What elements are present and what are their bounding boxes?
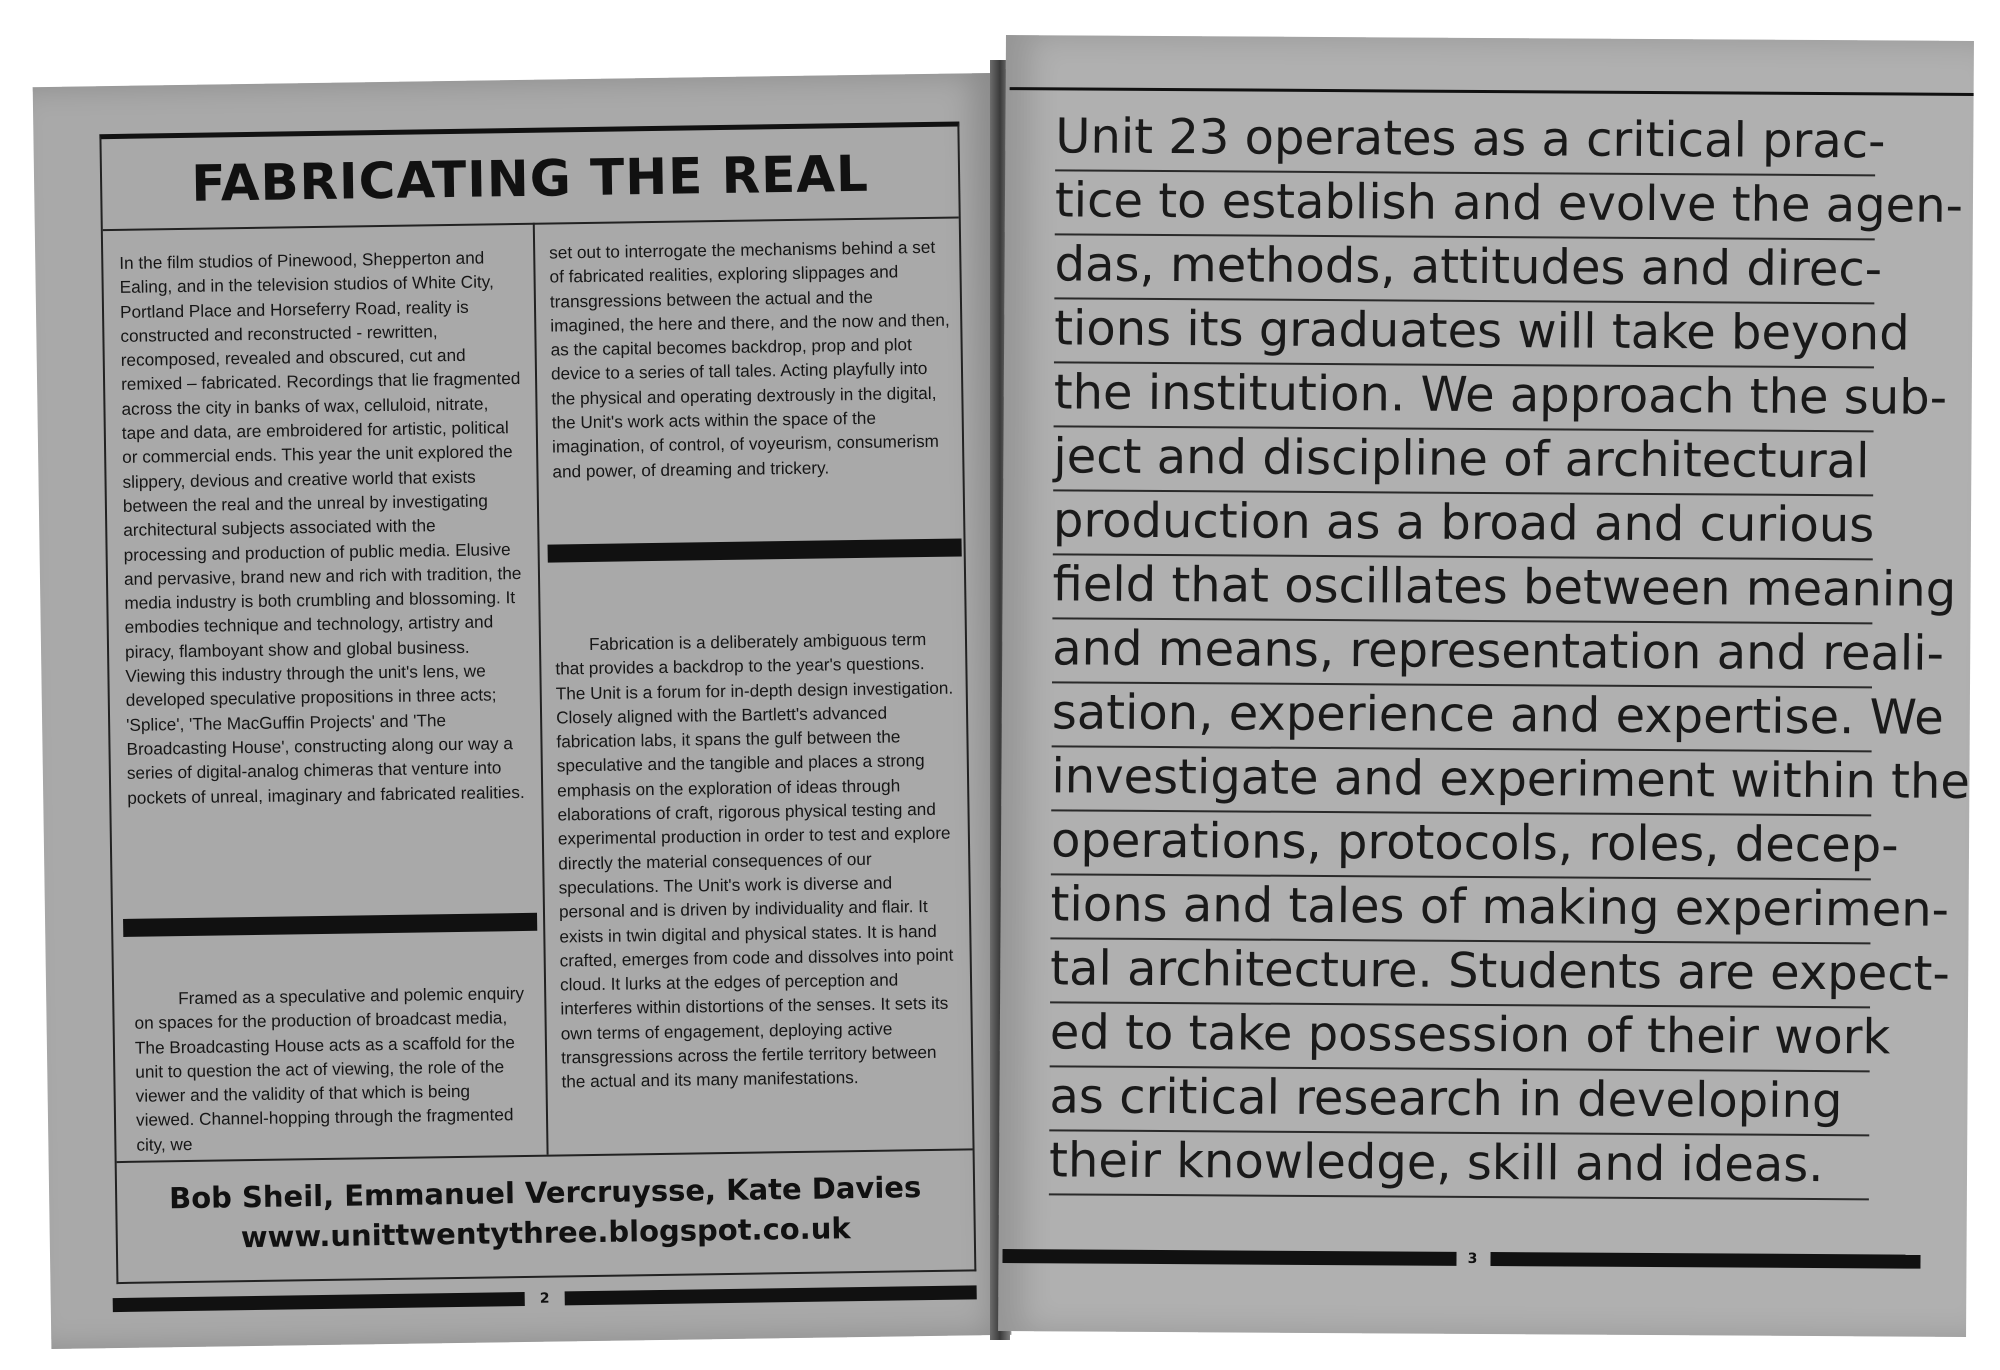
- column-b-paragraph-1: [549, 235, 953, 484]
- manifesto-line: tions its graduates will take beyond: [1054, 299, 1874, 368]
- column-b-paragraph-2: [555, 627, 962, 1095]
- footer-bar: [113, 1292, 525, 1312]
- byline: [117, 1166, 974, 1259]
- page-footer-left: [113, 1281, 977, 1316]
- manifesto-line: ed to take possession of their work: [1050, 1003, 1870, 1072]
- paragraph-text: In the film studios of Pinewood, Shepperton and Ealing, and in the television studios of White City, Portland Place and Horseferry Road, reality is constructed and reconstructed - rewritten, recomposed, revealed and obscured, cut and remixed – fabricated. Recordings that lie fragmented across the city in banks of wax, celluloid, nitrate, tape and data, are embroidered for artistic, political or commercial ends. This year the unit explored the slippery, devious and creative world that exists between the real and the unreal by investigating architectural subjects associated with the processing and production of public media. Elusive and pervasive, brand new and rich with tradition, the media industry is both crumbling and blossoming. It embodies technique and technology, artistry and piracy, flamboyant show and global business. Viewing this industry through the unit's lens, we developed speculative propositions in three acts; 'Splice', 'The MacGuffin Projects' and 'The Broadcasting House', constructing along our way a series of digital-analog chimeras that venture into pockets of unreal, imaginary and fabricated realities.: [119, 247, 525, 808]
- manifesto-text: [1048, 107, 1971, 1200]
- right-page: [998, 35, 1974, 1337]
- column-a-separator-bar: [123, 913, 537, 937]
- column-divider: [533, 223, 549, 1155]
- page-number: 3: [1467, 1250, 1478, 1267]
- manifesto-line: investigate and experiment within the: [1051, 747, 1871, 816]
- manifesto-line: tice to establish and evolve the agen-: [1055, 171, 1875, 240]
- footer-bar: [1490, 1252, 1920, 1269]
- page-footer-right: [998, 1245, 1920, 1273]
- manifesto-line: production as a broad and curious: [1053, 491, 1873, 560]
- byline-names: Bob Sheil, Emmanuel Vercruysse, Kate Davies: [168, 1170, 922, 1216]
- article-title: FABRICATING THE REAL: [190, 144, 870, 213]
- manifesto-line: as critical research in developing: [1049, 1067, 1869, 1136]
- manifesto-line: their knowledge, skill and ideas.: [1049, 1131, 1869, 1200]
- manifesto-line: Unit 23 operates as a critical prac-: [1055, 107, 1875, 176]
- top-rule: [1010, 87, 1974, 96]
- byline-url: www.unittwentythree.blogspot.co.uk: [240, 1211, 851, 1255]
- manifesto-line: ject and discipline of architectural: [1053, 427, 1873, 496]
- manifesto-line: das, methods, attitudes and direc-: [1054, 235, 1874, 304]
- paragraph-text: set out to interrogate the mechanisms behind a set of fabricated realities, exploring slippages and transgressions between the actual and the imagined, the here and there, and the now and then, as the capital becomes backdrop, prop and plot device to a series of tall tales. Acting playfully into the physical and operating dextrously in the digital, the Unit's work acts within the space of the imagination, of control, of voyeurism, consumerism and power, of dreaming and trickery.: [549, 236, 950, 482]
- manifesto-line: the institution. We approach the sub-: [1054, 363, 1874, 432]
- manifesto-line: tal architecture. Students are expect-: [1050, 939, 1870, 1008]
- column-b-separator-bar: [548, 538, 962, 562]
- left-page: [33, 73, 1012, 1349]
- manifesto-line: operations, protocols, roles, decep-: [1051, 811, 1871, 880]
- manifesto-line: sation, experience and expertise. We: [1052, 683, 1872, 752]
- paragraph-text: Framed as a speculative and polemic enquiry on spaces for the production of broadcast media, The Broadcasting House acts as a scaffold for the unit to question the act of viewing, the role of the viewer and the validity of that which is being viewed. Channel-hopping through the fragmented city, we: [134, 983, 525, 1155]
- footer-bar: [565, 1285, 977, 1305]
- column-a-paragraph-1: [119, 245, 527, 810]
- manifesto-line: tions and tales of making experimen-: [1050, 875, 1870, 944]
- manifesto-line: field that oscillates between meaning: [1052, 555, 1872, 624]
- page-number: 2: [539, 1290, 550, 1307]
- column-a-paragraph-2: [134, 981, 532, 1157]
- manifesto-line: and means, representation and reali-: [1052, 619, 1872, 688]
- footer-bar: [1002, 1249, 1456, 1266]
- article-frame: [99, 121, 976, 1284]
- paragraph-text: Fabrication is a deliberately ambiguous term that provides a backdrop to the year's questions. The Unit is a forum for in-depth design investigation. Closely aligned with the Bartlett's advanced fabrication labs, it spans the gulf between the speculative and the tangible and places a strong emphasis on the exploration of ideas through elaborations of craft, rigorous physical testing and experimental production in order to test and explore directly the material consequences of our speculations. The Unit's work is diverse and personal and is driven by individuality and flair. It exists in twin digital and physical states. It is hand crafted, emerges from code and dissolves into point cloud. It lurks at the edges of perception and interferes within distortions of the senses. It sets its own terms of engagement, deploying active transgressions across the fertile territory between the actual and its many manifestations.: [555, 628, 954, 1092]
